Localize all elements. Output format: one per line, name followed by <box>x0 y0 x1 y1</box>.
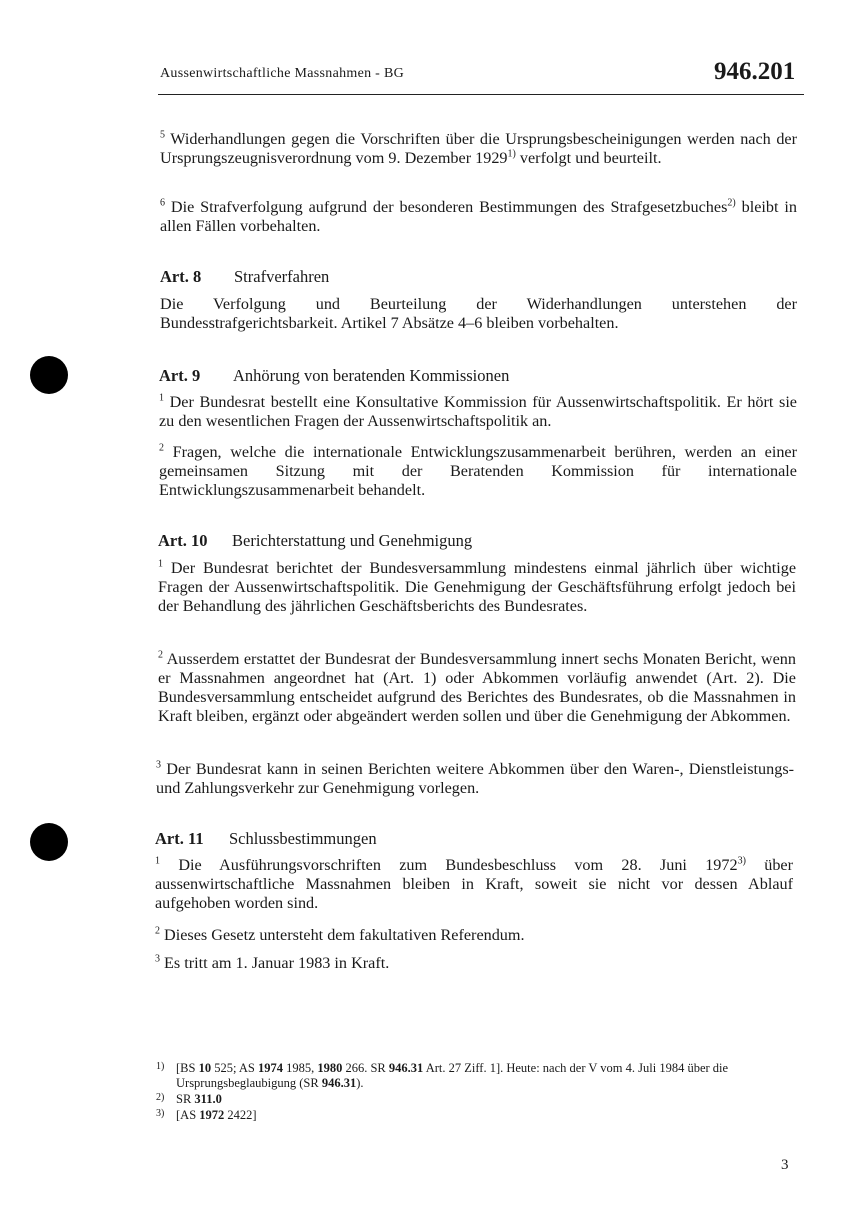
header-rule <box>158 94 804 95</box>
paragraph: $^5$ Widerhandlungen gegen die Vorschriften über die Ursprungsbescheinigungen werden nach der Ursprungszeugnisverordnung vom 9. Dezember 1929$^{1)}$ verfolgt und beurteilt. <box>160 129 797 167</box>
article-title: Schlussbestimmungen <box>229 829 377 848</box>
paragraph-number: 3 <box>156 759 161 771</box>
footnote-mark: 1) <box>156 1061 165 1072</box>
paragraph-number: 1 <box>158 558 163 570</box>
paragraph: $^3$ Der Bundesrat kann in seinen Berichten weitere Abkommen über den Waren-, Dienstleistungs- und Zahlungsverkehr zur Genehmigung vorlegen. <box>156 759 795 797</box>
article-title: Strafverfahren <box>234 267 330 286</box>
punch-hole <box>30 356 68 394</box>
article-number: Art. 8 <box>160 267 202 286</box>
paragraph-number: 1 <box>155 855 160 867</box>
paragraph-number: 5 <box>160 129 165 141</box>
paragraph: $^2$ Ausserdem erstattet der Bundesrat der Bundesversammlung innert sechs Monaten Bericht, wenn er Massnahmen angeordnet hat (Art. 1) oder Abkommen vorläufig anwendet (Art. 2). Die Bundesversammlung entscheidet aufgrund des Berichtes des Bundesrates, ob die Massnahmen in Kraft bleiben, ergänzt oder abgeändert werden sollen und über die Genehmigung der Abkommen. <box>158 649 796 725</box>
article-number: Art. 10 <box>158 531 208 550</box>
footnote-mark: 3) <box>156 1108 165 1119</box>
footnote-ref: 1) <box>507 148 516 160</box>
paragraph-number: 2 <box>158 649 163 661</box>
paragraph-number: 2 <box>155 925 160 937</box>
article-heading <box>160 267 329 287</box>
article-title: Berichterstattung und Genehmigung <box>232 531 473 550</box>
article-title: Anhörung von beratenden Kommissionen <box>233 366 510 385</box>
running-header-title: Aussenwirtschaftliche Massnahmen - BG <box>160 66 404 81</box>
paragraph: $^1$ Der Bundesrat berichtet der Bundesversammlung mindestens einmal jährlich über wichtige Fragen der Aussenwirtschaftspolitik. Die Genehmigung der Geschäftsführung erfolgt jedoch bei der Behandlung des jährlichen Geschäftsberichts des Bundesrates. <box>158 558 797 615</box>
paragraph: $^2$ Fragen, welche die internationale Entwicklungszusammenarbeit berühren, werden an einer gemeinsamen Sitzung mit der Beratenden Kommission für internationale Entwicklungszusammenarbeit behandelt. <box>159 442 797 499</box>
paragraph-number: 3 <box>155 953 160 965</box>
paragraph: $^1$ Die Ausführungsvorschriften zum Bundesbeschluss vom 28. Juni 1972$^{3)}$ über aussenwirtschaftliche Massnahmen bleiben in Kraft, soweit sie nicht vor dessen Ablauf aufgehoben worden sind. <box>155 855 794 912</box>
article-heading <box>155 829 377 849</box>
article-number: Art. 11 <box>155 829 204 848</box>
paragraph: $^3$ Es tritt am 1. Januar 1983 in Kraft. <box>155 953 390 972</box>
footnote: 2) SR 311.0 <box>156 1092 222 1106</box>
article-heading <box>159 366 509 386</box>
paragraph: $^2$ Dieses Gesetz untersteht dem fakultativen Referendum. <box>155 925 525 944</box>
footnote-ref: 2) <box>727 197 736 209</box>
punch-hole <box>30 823 68 861</box>
sr-number: 946.201 <box>714 58 796 85</box>
paragraph: $^6$ Die Strafverfolgung aufgrund der besonderen Bestimmungen des Strafgesetzbuches$^{2)}$ bleibt in allen Fällen vorbehalten. <box>160 197 797 235</box>
article-number: Art. 9 <box>159 366 201 385</box>
paragraph-number: 2 <box>159 442 164 454</box>
footnote-ref: 3) <box>737 855 746 867</box>
footnote-mark: 2) <box>156 1092 165 1103</box>
paragraph-number: 1 <box>159 392 164 404</box>
paragraph: $^1$ Der Bundesrat bestellt eine Konsultative Kommission für Aussenwirtschaftspolitik. Er hört sie zu den wesentlichen Fragen der Aussenwirtschaftspolitik an. <box>159 392 797 430</box>
paragraph: Die Verfolgung und Beurteilung der Widerhandlungen unterstehen der Bundesstrafgerichtsbarkeit. Artikel 7 Absätze 4–6 bleiben vorbehalten. <box>160 295 797 332</box>
footnote: 1) [BS 10 525; AS 1974 1985, 1980 266. SR 946.31 Art. 27 Ziff. 1]. Heute: nach der V vom 4. Juli 1984 über die Ursprungsbeglaubigung (SR 946.31). <box>156 1061 729 1090</box>
paragraph-number: 6 <box>160 197 165 209</box>
article-heading <box>158 531 472 551</box>
footnote: 3) [AS 1972 2422] <box>156 1108 257 1122</box>
page-number: 3 <box>781 1157 789 1173</box>
